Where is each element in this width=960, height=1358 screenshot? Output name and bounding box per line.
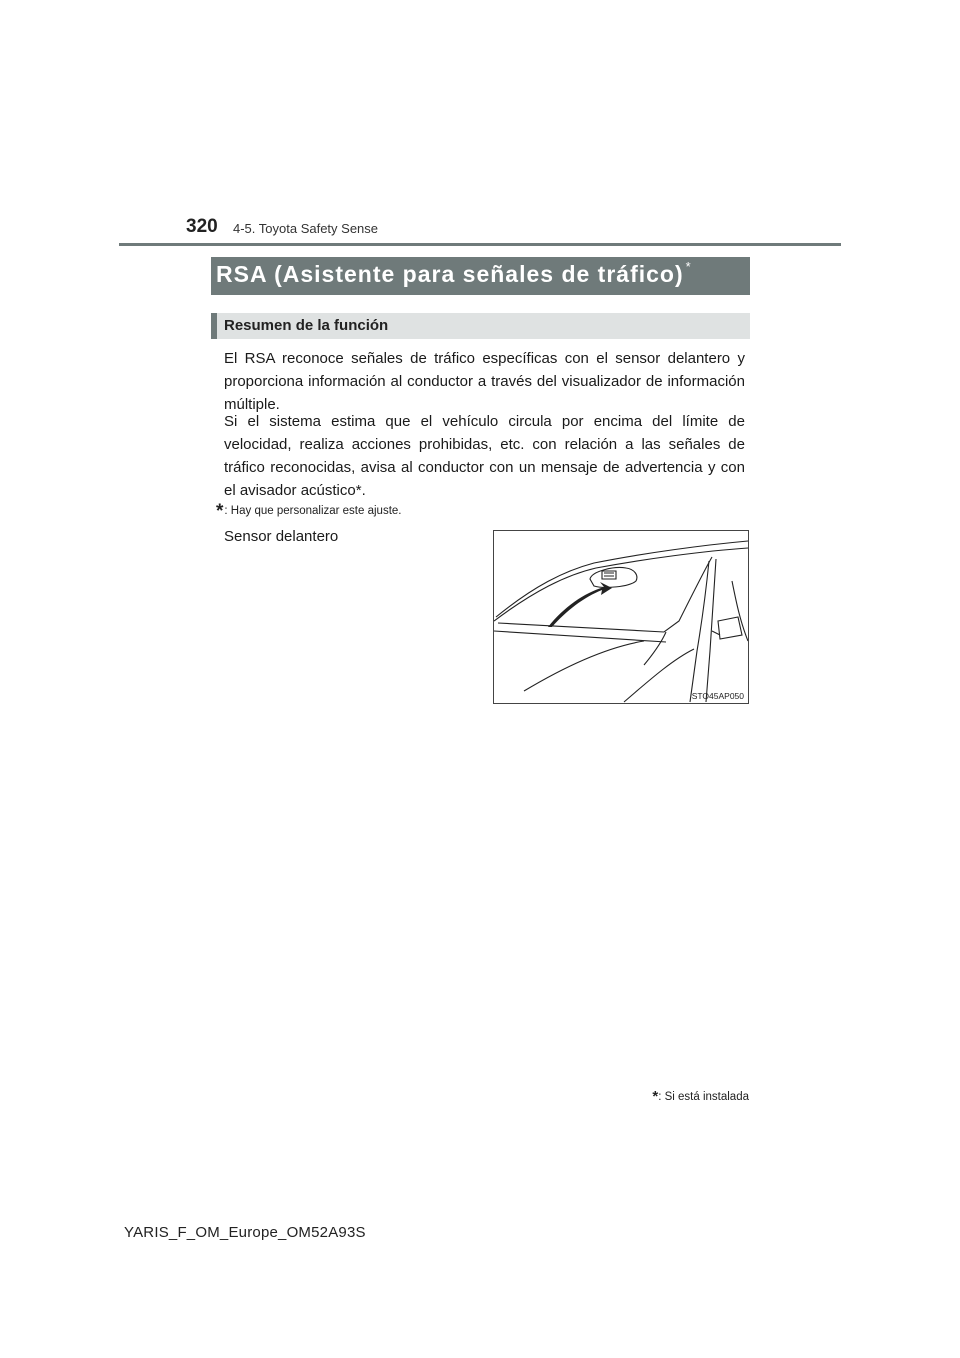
- front-sensor-illustration: [493, 530, 749, 704]
- paragraph-warning: Si el sistema estima que el vehículo circula por encima del límite de velocidad, realiza acciones prohibidas, etc. con relación a las señales de tráfico reconocidas, avisa al conductor con un mensaje de advertencia y con el avisador acústico*.: [224, 413, 745, 499]
- customization-note: [216, 501, 401, 523]
- page-number: 320: [186, 216, 218, 237]
- header-divider: [119, 243, 841, 246]
- note-marker: *: [216, 501, 224, 522]
- section-label: 4-5. Toyota Safety Sense: [233, 221, 379, 236]
- installed-footnote: [652, 1088, 749, 1105]
- footnote-text: : Si está instalada: [658, 1091, 749, 1103]
- figure-code: STO45AP050: [691, 691, 744, 701]
- note-text: : Hay que personalizar este ajuste.: [224, 505, 402, 517]
- footnote-marker: *: [652, 1088, 659, 1105]
- page-title: [216, 261, 692, 288]
- subtitle-accent-bar: [211, 313, 217, 339]
- windshield-sensor-drawing: [494, 531, 748, 703]
- figure-caption: Sensor delantero: [224, 528, 339, 545]
- subtitle: Resumen de la función: [224, 317, 389, 334]
- document-code: YARIS_F_OM_Europe_OM52A93S: [124, 1224, 366, 1241]
- paragraph-overview: El RSA reconoce señales de tráfico específicas con el sensor delantero y proporciona información al conductor a través del visualizador de información múltiple.: [224, 350, 745, 413]
- pointer-arrow: [548, 582, 612, 627]
- title-text: RSA (Asistente para señales de tráfico): [216, 261, 684, 287]
- title-marker: *: [685, 259, 692, 274]
